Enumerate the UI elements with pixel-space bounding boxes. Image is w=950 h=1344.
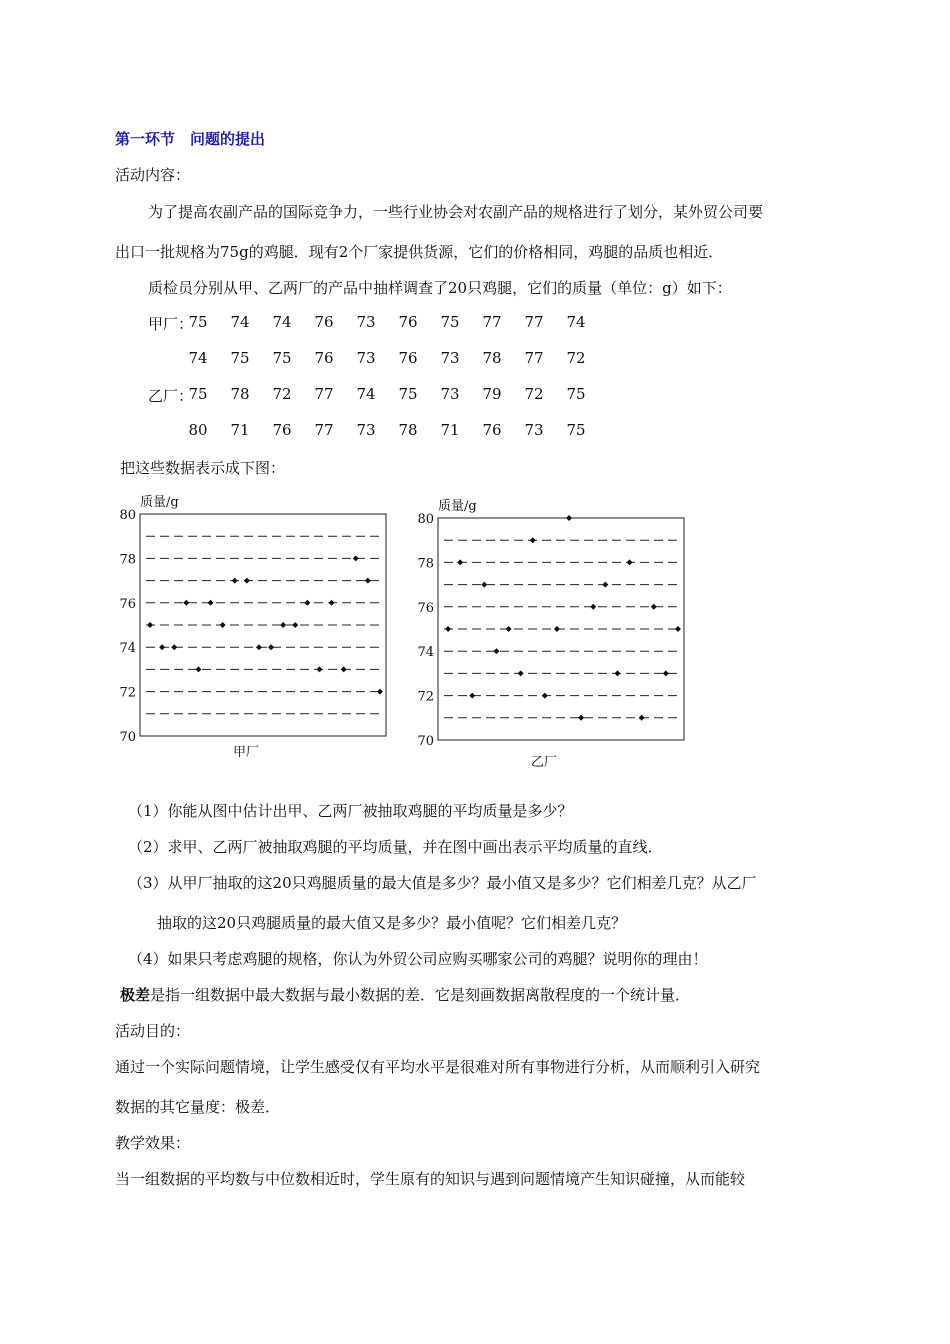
data-point xyxy=(469,693,475,699)
chart-intro: 把这些数据表示成下图： xyxy=(120,459,286,477)
data-point xyxy=(292,622,298,628)
data-point xyxy=(147,622,153,628)
paragraph-2: 质检员分别从甲、乙两厂的产品中抽样调查了20只鸡腿，它们的质量（单位：g）如下： xyxy=(148,279,732,297)
question-4: （4）如果只考虑鸡腿的规格，你认为外贸公司应购买哪家公司的鸡腿？说明你的理由！ xyxy=(128,950,708,968)
data-point xyxy=(171,644,177,650)
data-cell: 74 xyxy=(188,349,208,367)
y-tick-label: 80 xyxy=(119,508,136,523)
data-point xyxy=(542,693,548,699)
data-cell: 73 xyxy=(524,421,544,439)
data-cell: 71 xyxy=(230,421,250,439)
data-cell: 73 xyxy=(440,349,460,367)
y-axis-label: 质量/g xyxy=(140,495,179,510)
goal-line-1: 通过一个实际问题情境，让学生感受仅有平均水平是很难对所有事物进行分析，从而顺利引入研究 xyxy=(115,1058,761,1076)
y-tick-label: 72 xyxy=(119,685,136,701)
question-1: （1）你能从图中估计出甲、乙两厂被抽取鸡腿的平均质量是多少？ xyxy=(128,802,573,820)
data-point xyxy=(578,715,584,721)
data-cell: 77 xyxy=(314,385,334,403)
y-tick-label: 70 xyxy=(119,730,136,745)
section-title: 第一环节 问题的提出 xyxy=(115,130,266,148)
data-point xyxy=(353,555,359,561)
question-3-line-1: （3）从甲厂抽取的这20只鸡腿质量的最大值是多少？最小值又是多少？它们相差几克？从乙厂 xyxy=(128,874,757,892)
chart-factory-a xyxy=(110,490,400,770)
data-point xyxy=(590,604,596,610)
data-cell: 75 xyxy=(566,421,586,439)
data-point xyxy=(244,578,250,584)
data-point xyxy=(506,626,512,632)
question-3-line-2: 抽取的这20只鸡腿质量的最大值又是多少？最小值呢？它们相差几克？ xyxy=(157,914,627,932)
data-point xyxy=(341,666,347,672)
data-point xyxy=(627,559,633,565)
range-term: 极差 xyxy=(120,986,151,1004)
data-point xyxy=(365,578,371,584)
data-cell: 78 xyxy=(230,385,250,403)
y-tick-label: 78 xyxy=(417,556,434,572)
data-point xyxy=(256,644,262,650)
data-point xyxy=(651,604,657,610)
data-point xyxy=(602,582,608,588)
data-cell: 80 xyxy=(188,421,208,439)
y-tick-label: 76 xyxy=(417,600,434,616)
data-cell: 75 xyxy=(188,313,208,331)
data-cell: 76 xyxy=(482,421,502,439)
data-point xyxy=(530,537,536,543)
data-cell: 74 xyxy=(272,313,292,331)
data-cell: 78 xyxy=(398,421,418,439)
data-point xyxy=(481,582,487,588)
data-cell: 77 xyxy=(524,349,544,367)
y-tick-label: 74 xyxy=(119,641,136,657)
data-cell: 76 xyxy=(398,313,418,331)
factory-a-label: 甲厂： xyxy=(148,315,194,333)
data-point xyxy=(377,689,383,695)
data-cell: 76 xyxy=(314,349,334,367)
data-cell: 77 xyxy=(482,313,502,331)
y-tick-label: 72 xyxy=(417,689,434,705)
y-tick-label: 76 xyxy=(119,596,136,612)
data-cell: 73 xyxy=(356,349,376,367)
chart-factory-b xyxy=(408,494,698,774)
activity-content-label: 活动内容： xyxy=(115,166,191,184)
data-cell: 76 xyxy=(272,421,292,439)
data-cell: 75 xyxy=(566,385,586,403)
data-cell: 73 xyxy=(440,385,460,403)
y-tick-label: 78 xyxy=(119,552,136,568)
y-axis-label: 质量/g xyxy=(438,499,477,514)
y-tick-label: 74 xyxy=(417,645,434,661)
data-point xyxy=(457,559,463,565)
data-point xyxy=(329,600,335,606)
paragraph-1-line-2: 出口一批规格为75g的鸡腿．现有2个厂家提供货源，它们的价格相同，鸡腿的品质也相近． xyxy=(115,243,724,261)
data-cell: 76 xyxy=(398,349,418,367)
data-point xyxy=(183,600,189,606)
data-point xyxy=(304,600,310,606)
factory-b-label: 乙厂： xyxy=(148,387,194,405)
paragraph-1-line-1: 为了提高农副产品的国际竞争力，一些行业协会对农副产品的规格进行了划分，某外贸公司要 xyxy=(148,203,764,221)
data-cell: 74 xyxy=(566,313,586,331)
data-point xyxy=(445,626,451,632)
data-cell: 78 xyxy=(482,349,502,367)
range-definition xyxy=(120,984,690,1005)
data-point xyxy=(220,622,226,628)
teaching-effect-label: 教学效果： xyxy=(115,1134,191,1152)
data-cell: 75 xyxy=(440,313,460,331)
data-cell: 74 xyxy=(356,385,376,403)
data-point xyxy=(268,644,274,650)
y-tick-label: 80 xyxy=(417,512,434,527)
question-2: （2）求甲、乙两厂被抽取鸡腿的平均质量，并在图中画出表示平均质量的直线． xyxy=(128,838,663,856)
data-cell: 73 xyxy=(356,313,376,331)
data-point xyxy=(159,644,165,650)
data-cell: 75 xyxy=(230,349,250,367)
data-cell: 72 xyxy=(524,385,544,403)
data-cell: 75 xyxy=(188,385,208,403)
data-cell: 72 xyxy=(566,349,586,367)
data-cell: 72 xyxy=(272,385,292,403)
x-axis-label: 乙厂 xyxy=(531,755,558,770)
effect-line-1: 当一组数据的平均数与中位数相近时，学生原有的知识与遇到问题情境产生知识碰撞，从而能较 xyxy=(115,1170,746,1188)
activity-goal-label: 活动目的： xyxy=(115,1022,191,1040)
data-point xyxy=(639,715,645,721)
data-cell: 71 xyxy=(440,421,460,439)
range-definition-text: 是指一组数据中最大数据与最小数据的差．它是刻画数据离散程度的一个统计量． xyxy=(150,986,691,1004)
data-point xyxy=(518,670,524,676)
x-axis-label: 甲厂 xyxy=(233,745,260,760)
data-cell: 74 xyxy=(230,313,250,331)
goal-line-2: 数据的其它量度：极差． xyxy=(115,1098,281,1116)
data-cell: 79 xyxy=(482,385,502,403)
data-cell: 75 xyxy=(398,385,418,403)
data-cell: 75 xyxy=(272,349,292,367)
data-point xyxy=(316,666,322,672)
data-point xyxy=(675,626,681,632)
data-point xyxy=(195,666,201,672)
data-point xyxy=(232,578,238,584)
y-tick-label: 70 xyxy=(417,734,434,749)
data-point xyxy=(208,600,214,606)
data-cell: 77 xyxy=(524,313,544,331)
data-cell: 73 xyxy=(356,421,376,439)
data-point xyxy=(493,648,499,654)
data-point xyxy=(566,515,572,521)
data-point xyxy=(280,622,286,628)
data-point xyxy=(554,626,560,632)
data-point xyxy=(663,670,669,676)
data-point xyxy=(614,670,620,676)
data-cell: 76 xyxy=(314,313,334,331)
data-cell: 77 xyxy=(314,421,334,439)
